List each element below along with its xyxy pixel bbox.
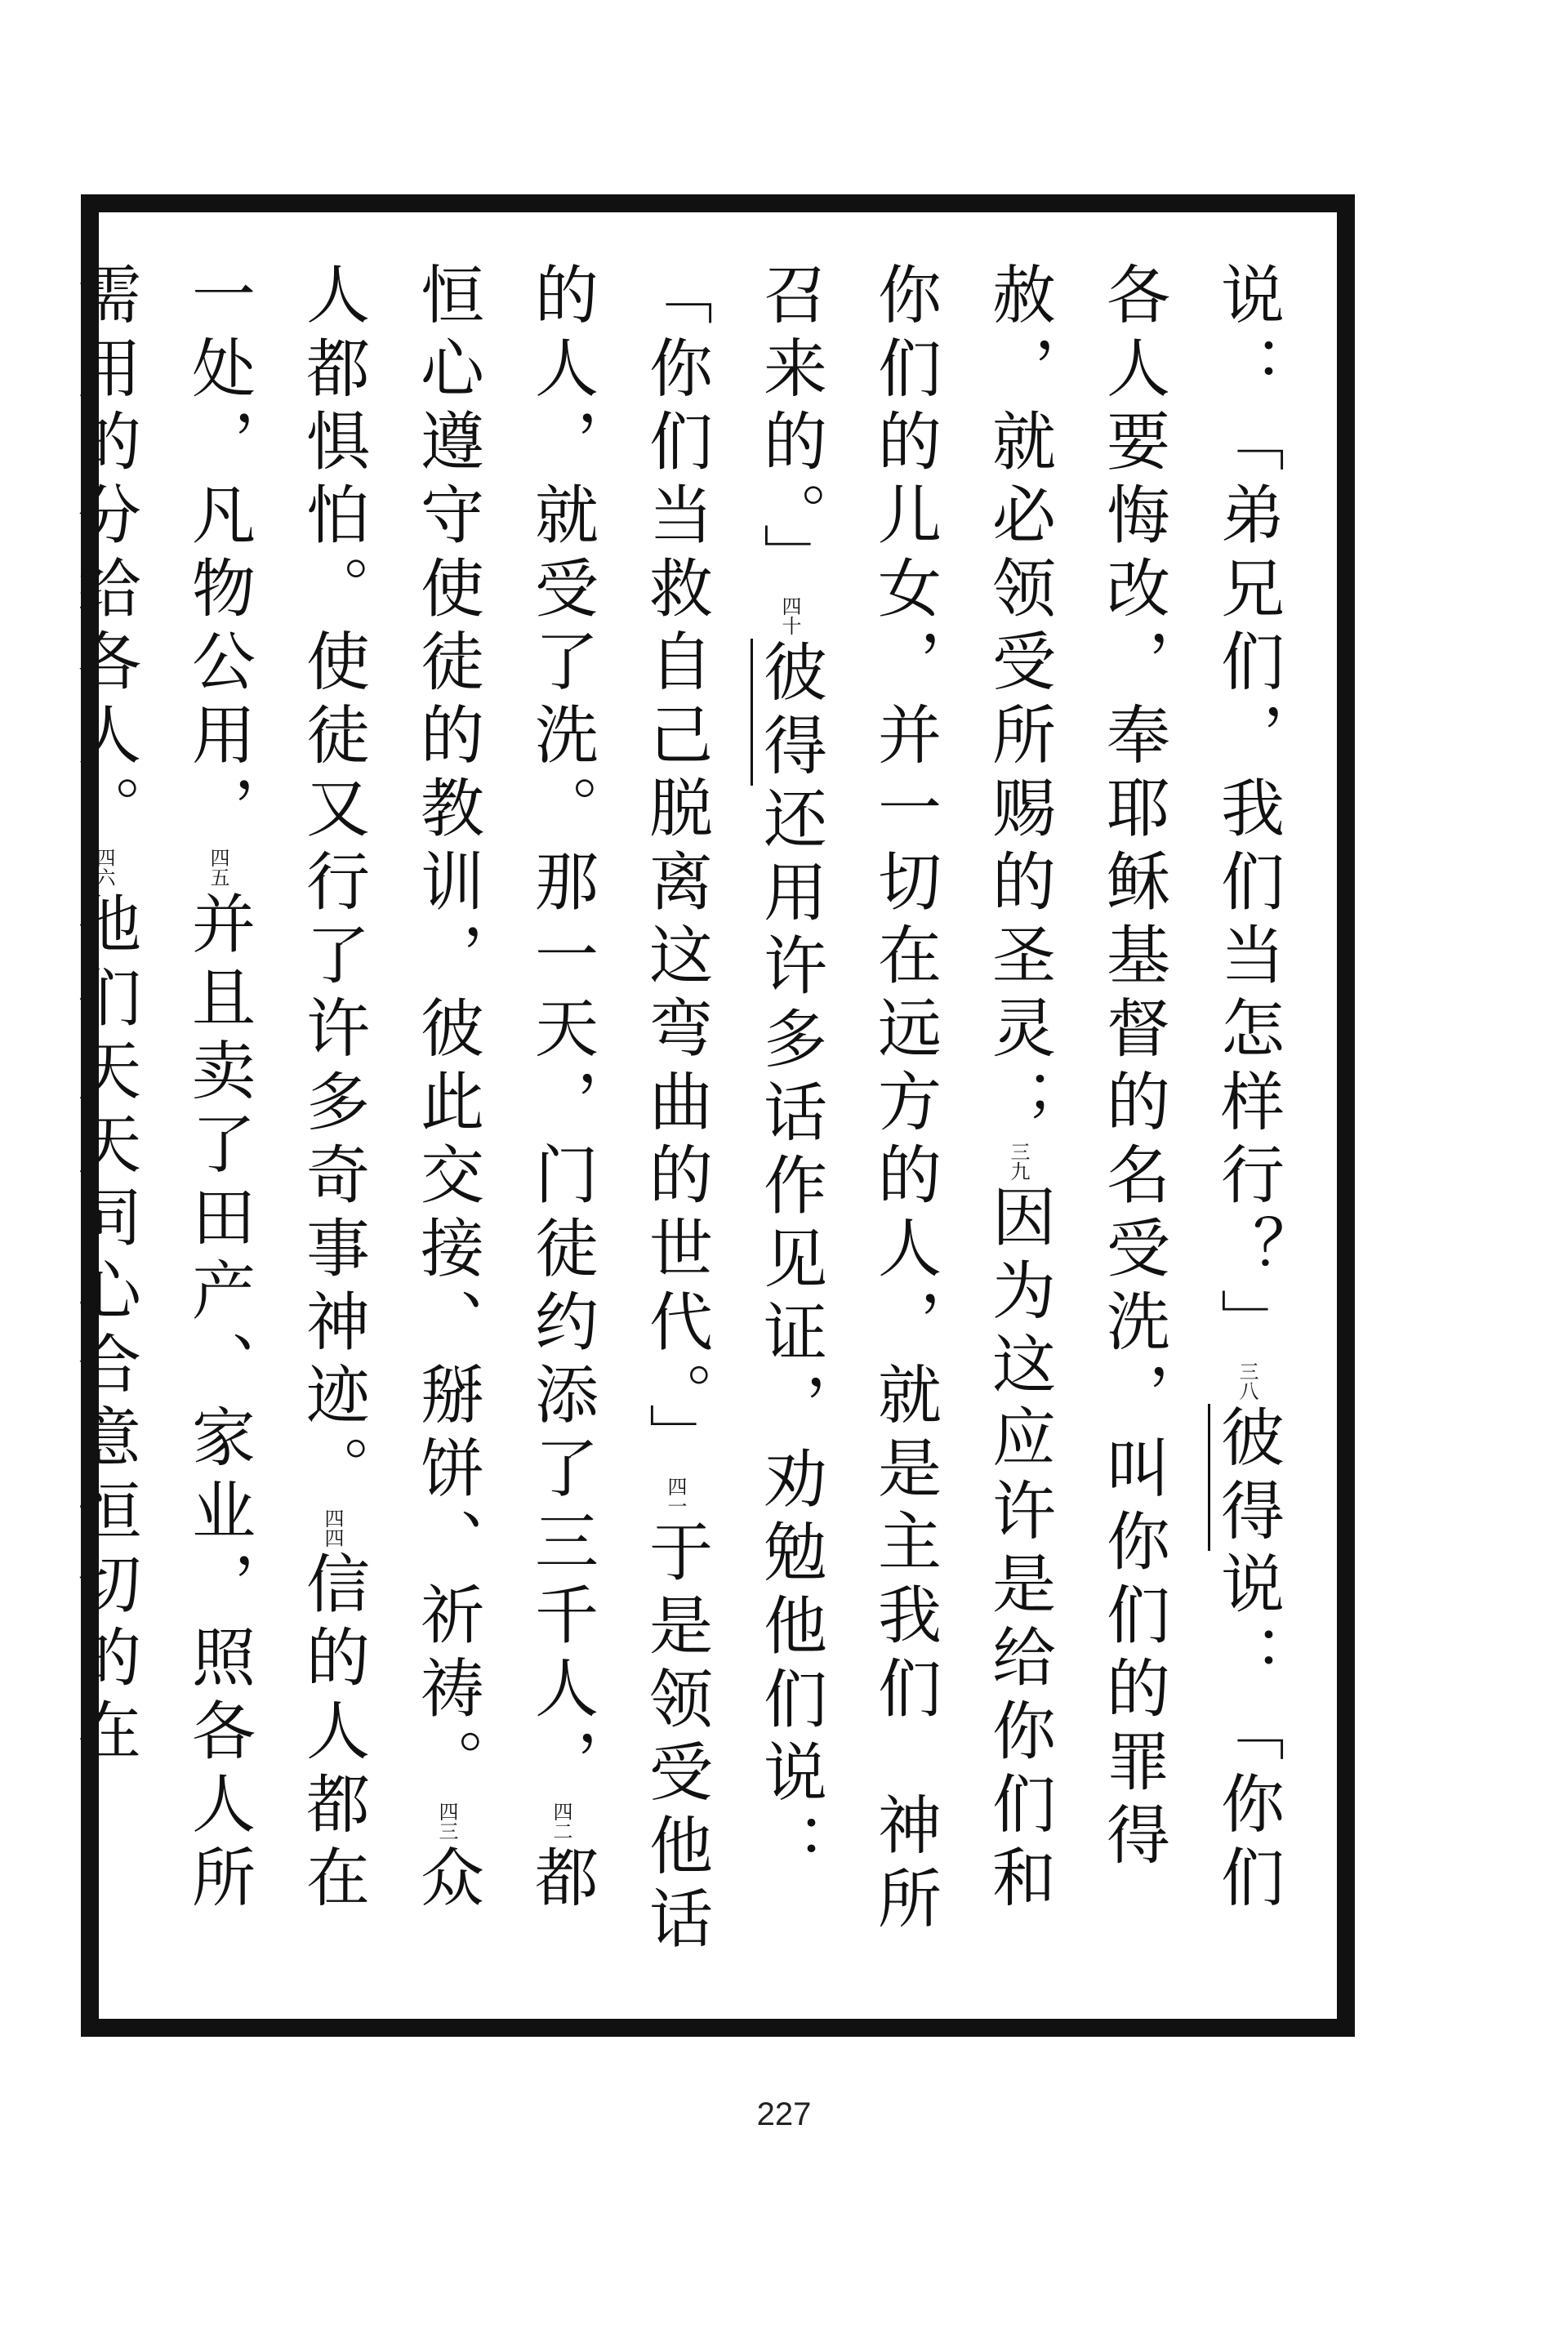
proper-name-peter-38: 彼得 — [1208, 1404, 1284, 1551]
verse-number-38: 三八 — [1236, 1361, 1258, 1401]
verse-number-44: 四四 — [321, 1508, 344, 1548]
verse-39-text-b: 所召来的。」 — [753, 261, 941, 1939]
verse-40-text: 还用许多话作见证，劝勉他们说：「你们当救自己脱离这弯曲的世代。」 — [639, 261, 826, 1886]
verse-number-43: 四三 — [435, 1801, 458, 1841]
verse-43-text: 众人都惧怕。使徒又行了许多奇事神迹。 — [296, 261, 483, 1918]
verse-number-46: 四六 — [92, 848, 115, 888]
verse-38-text-a: 说：「弟兄们，我们当怎样行？」 — [1210, 261, 1284, 1361]
verse-41-text: 于是领受他话的人，就受了洗。那一天，门徒约添了三千人， — [524, 261, 712, 1959]
proper-name-peter-40: 彼得 — [751, 639, 826, 786]
verse-39-god: 神 — [867, 1792, 941, 1865]
honorific-space — [867, 1728, 941, 1792]
verse-number-40: 四十 — [778, 596, 801, 635]
scripture-text — [67, 261, 1304, 1986]
text-frame — [67, 194, 1355, 2037]
verse-39-text-a: 因为这应许是给你们和你们的儿女，并一切在远方的人，就是主我们 — [867, 261, 1055, 1918]
verse-42-text: 都恒心遵守使徒的教训，彼此交接、掰饼、祈祷。 — [410, 261, 598, 1918]
verse-number-39: 三九 — [1007, 1141, 1030, 1181]
verse-number-42: 四二 — [550, 1801, 572, 1841]
verse-45-text: 并且卖了田产、家业，照各人所需用的分给各人。 — [67, 261, 255, 1918]
verse-46-text: 他们天天同心合意恒切的在 — [67, 890, 140, 1771]
verse-44-text: 信的人都在一处，凡物公用， — [181, 261, 369, 1918]
verse-38-text-b: 说：「你们各人要悔改，奉耶稣基督的名受洗，叫你们的罪得赦，就必领受所赐的圣灵； — [982, 261, 1284, 1918]
verse-number-45: 四五 — [207, 848, 229, 888]
page-number: 227 — [756, 2096, 812, 2132]
verse-number-41: 四一 — [664, 1476, 687, 1516]
